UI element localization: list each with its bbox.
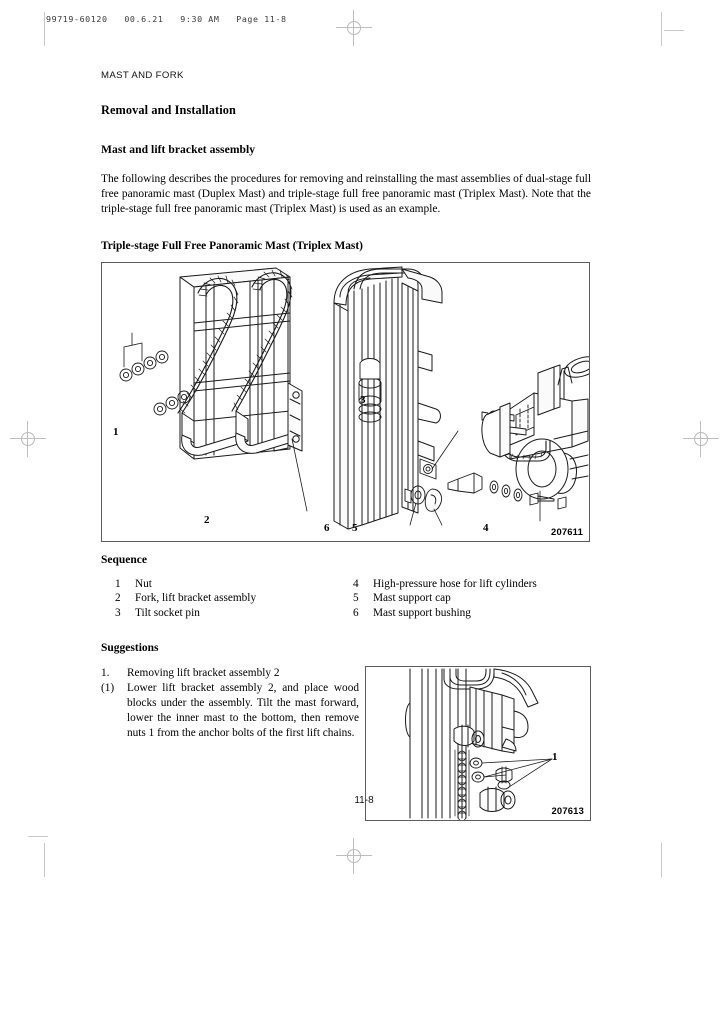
sequence-item-number: 6 <box>353 606 359 619</box>
registration-mark-right <box>683 421 719 457</box>
crop-mark-edge-bottom-left <box>28 836 48 837</box>
sequence-item <box>115 606 353 621</box>
page-number: 11-8 <box>354 795 374 806</box>
sequence-item-label: Tilt socket pin <box>135 606 200 619</box>
page-content <box>101 70 591 821</box>
sequence-item-number: 5 <box>353 592 359 605</box>
registration-ring <box>21 432 35 446</box>
sequence-item-number: 4 <box>353 577 359 590</box>
sequence-item-label: Fork, lift bracket assembly <box>135 592 257 605</box>
main-figure-callout-6: 6 <box>324 521 330 534</box>
registration-mark-left <box>10 421 46 457</box>
suggestions-text-column <box>101 666 359 740</box>
sequence-heading: Sequence <box>101 553 147 566</box>
main-figure-callout-3: 3 <box>360 393 366 406</box>
detail-figure-id: 207613 <box>551 805 584 817</box>
registration-ring <box>347 849 361 863</box>
main-figure-drawing <box>102 263 589 541</box>
suggestion-item <box>101 681 359 740</box>
registration-ring <box>694 432 708 446</box>
sequence-item-label: High-pressure hose for lift cylinders <box>373 577 537 590</box>
sequence-column-left <box>115 577 353 621</box>
sequence-item-label: Nut <box>135 577 152 590</box>
section-title-removal: Removal and Installation <box>101 103 236 117</box>
fork-carriage-drawing <box>120 268 307 511</box>
main-figure-callout-4: 4 <box>483 521 489 534</box>
intro-paragraph: The following describes the procedures for removing and reinstalling the mast assemblies of dual-stage full free panoramic mast (Duplex Mast) and triple-stage full free panoramic mast (Triplex Mast). Note that the triple-stage full free panoramic mast (Triplex Mast) is used as an example. <box>101 173 591 216</box>
suggestion-marker: (1) <box>101 682 115 695</box>
sequence-column-right <box>353 577 591 621</box>
sequence-item <box>115 591 353 606</box>
main-figure-callout-1: 1 <box>113 425 119 438</box>
suggestion-marker: 1. <box>101 667 110 680</box>
main-figure-callout-2: 2 <box>204 513 210 526</box>
sequence-item <box>353 591 591 606</box>
suggestion-text: Lower lift bracket assembly 2, and place wood blocks under the assembly. Tilt the mast forward, lower the inner mast to the bottom, then remove nuts 1 from the anchor bolts of the first lift chains. <box>127 682 359 739</box>
figure-heading-triplex: Triple-stage Full Free Panoramic Mast (Triplex Mast) <box>101 239 363 252</box>
crop-mark-top-right <box>661 12 662 46</box>
suggestion-text: Removing lift bracket assembly 2 <box>127 667 280 680</box>
main-figure-box <box>101 262 590 542</box>
main-figure-id: 207611 <box>551 525 583 537</box>
sequence-item-number: 1 <box>115 577 121 590</box>
registration-mark-bottom <box>336 838 372 874</box>
sequence-item <box>115 577 353 592</box>
crop-mark-bottom-left <box>44 843 45 877</box>
crop-mark-edge-top-right <box>664 30 684 31</box>
sequence-item-label: Mast support bushing <box>373 606 471 619</box>
running-head: MAST AND FORK <box>101 70 184 81</box>
sequence-list <box>115 577 591 621</box>
suggestion-item <box>101 666 359 681</box>
registration-mark-top <box>336 10 372 46</box>
detail-figure-callout-1: 1 <box>552 751 558 764</box>
registration-ring <box>347 21 361 35</box>
sequence-item-number: 3 <box>115 606 121 619</box>
exploded-hardware-group <box>448 473 566 509</box>
crop-mark-top-left <box>44 12 45 46</box>
sequence-item-number: 2 <box>115 592 121 605</box>
scan-header-line: 99719-60120 00.6.21 9:30 AM Page 11-8 <box>46 14 287 24</box>
suggestions-heading: Suggestions <box>101 642 159 655</box>
subsection-title-assembly: Mast and lift bracket assembly <box>101 143 256 156</box>
sequence-item <box>353 606 591 621</box>
sequence-item <box>353 577 591 592</box>
main-figure-callout-5: 5 <box>352 521 358 534</box>
sequence-item-label: Mast support cap <box>373 592 451 605</box>
crop-mark-bottom-right <box>661 843 662 877</box>
